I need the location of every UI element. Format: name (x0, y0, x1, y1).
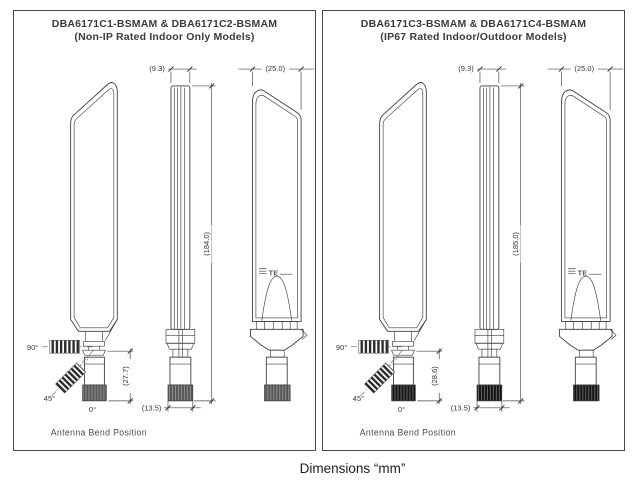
dim-connector-height (107, 348, 133, 404)
dim-label-connector-width: (13.5) (141, 403, 162, 413)
angle-label-45: 45° (43, 393, 56, 403)
svg-text:TE: TE (268, 270, 279, 278)
bend-stub-90 (359, 340, 389, 353)
dim-label-connector-width: (13.5) (450, 403, 471, 413)
antenna-drawing (323, 11, 624, 450)
antenna-drawing (14, 11, 315, 450)
bend-stub-45 (365, 363, 395, 393)
dim-blade-thickness (455, 63, 506, 83)
front-connector-nut (392, 385, 416, 401)
angle-label-0: 0° (88, 404, 97, 414)
dim-label-blade-width: (25.0) (265, 64, 286, 74)
dim-connector-width (448, 401, 510, 412)
dim-label-connector-height: (27.7) (121, 366, 131, 386)
dim-label-blade-thickness: (9.3) (458, 64, 474, 74)
panel-title-models: DBA6171C1-BSMAM & DBA6171C2-BSMAM (51, 18, 278, 30)
back-view (250, 90, 307, 401)
angle-label-90: 90° (335, 343, 348, 353)
svg-text:TE: TE (577, 270, 588, 278)
model-panel (13, 10, 316, 451)
panel-title-rating: (Non-IP Rated Indoor Only Models) (74, 31, 255, 43)
model-panel (322, 10, 625, 451)
back-view (559, 90, 616, 401)
angle-label-0: 0° (397, 404, 406, 414)
dim-overall-height (192, 83, 216, 404)
back-connector-nut (264, 385, 290, 401)
dim-label-connector-height: (28.6) (430, 366, 440, 386)
side-connector-nut (477, 385, 502, 401)
side-connector-nut (168, 385, 193, 401)
side-view (475, 86, 504, 401)
front-connector-nut (83, 385, 107, 401)
angle-label-90: 90° (26, 343, 39, 353)
bend-stub-45 (56, 363, 86, 393)
dim-connector-height (416, 348, 442, 404)
side-view (166, 86, 195, 401)
bend-stub-90 (50, 340, 80, 353)
dim-label-blade-thickness: (9.3) (149, 64, 165, 74)
back-connector-nut (573, 385, 599, 401)
dim-blade-width (548, 63, 623, 110)
dim-blade-width (239, 63, 314, 110)
dim-label-blade-width: (25.0) (574, 64, 595, 74)
panel-title-rating: (IP67 Rated Indoor/Outdoor Models) (380, 31, 567, 43)
dim-blade-thickness (146, 63, 197, 83)
dim-overall-height (501, 83, 525, 404)
dim-label-overall-height: (185.0) (511, 231, 521, 256)
dim-connector-width (139, 401, 201, 412)
units-caption: Dimensions “mm” (299, 461, 406, 476)
dim-label-overall-height: (184.0) (202, 231, 212, 256)
bend-position-caption: Antenna Bend Position (359, 427, 456, 438)
model-panels (13, 10, 625, 451)
panel-title-models: DBA6171C3-BSMAM & DBA6171C4-BSMAM (360, 18, 587, 30)
bend-position-caption: Antenna Bend Position (50, 427, 147, 438)
angle-label-45: 45° (352, 393, 365, 403)
